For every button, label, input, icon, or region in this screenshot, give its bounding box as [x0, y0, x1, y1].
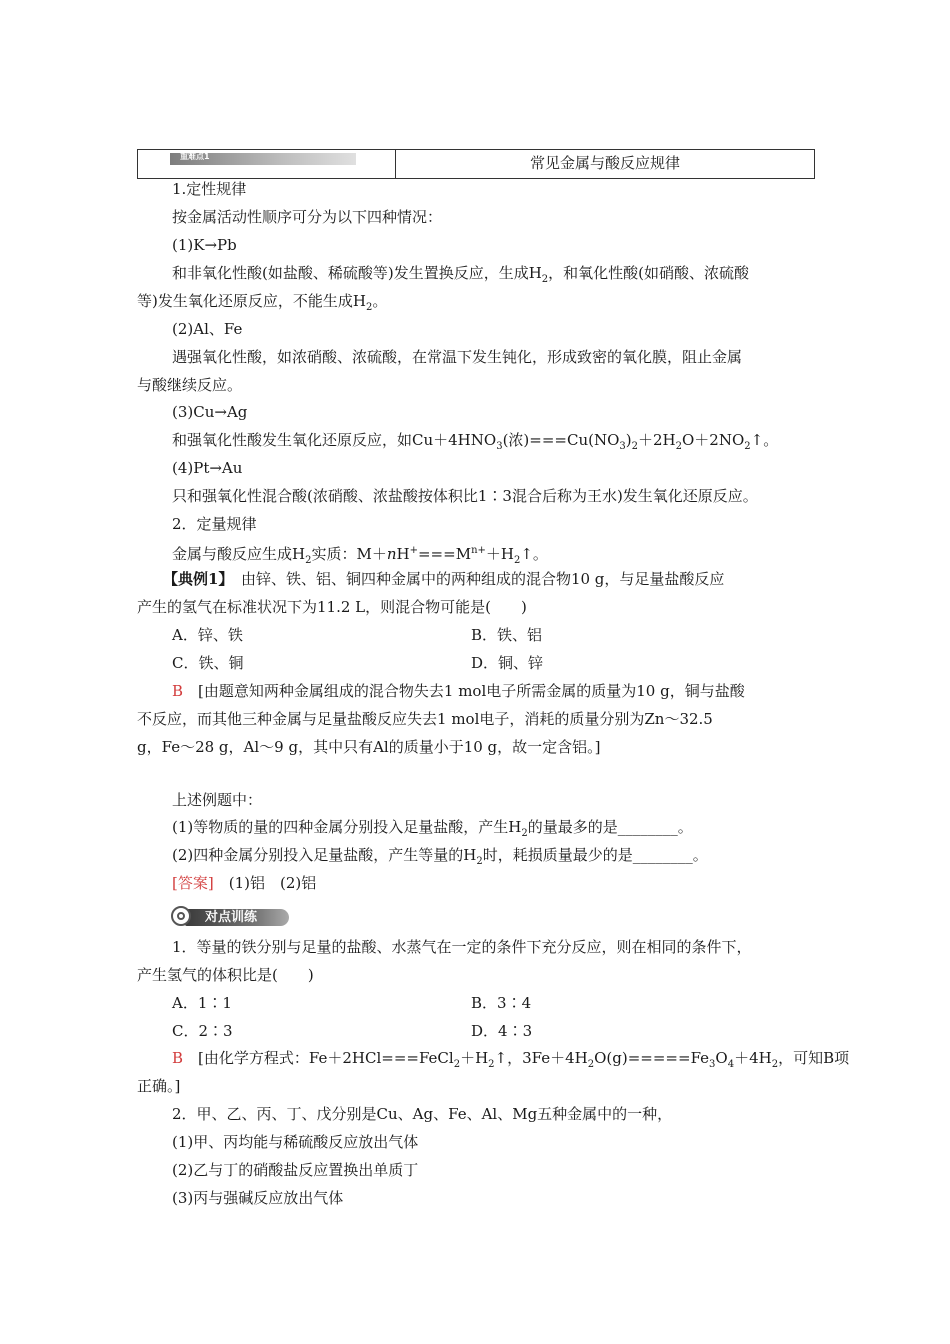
- topic-header-table: [137, 149, 815, 179]
- practice-2-condition-3: (3)丙与强碱反应放出气体: [172, 1189, 344, 1207]
- example-answer: B: [172, 682, 184, 700]
- practice-1-option-d: D．4∶3: [471, 1022, 533, 1040]
- topic-title: 常见金属与酸反应规律: [529, 154, 680, 172]
- example-option-d: D．铜、锌: [471, 654, 544, 672]
- case-1-label: (1)K→Pb: [172, 236, 237, 254]
- section-1-intro: 按金属活动性顺序可分为以下四种情况：: [172, 208, 443, 226]
- case-2-text-line2: 与酸继续反应。: [137, 376, 243, 394]
- example-option-a: A．锌、铁: [172, 626, 243, 644]
- example-question-line1: 【典例1】 由锌、铁、铝、铜四种金属中的两种组成的混合物10 g，与足量盐酸反应: [163, 570, 725, 588]
- practice-1-explanation-line1: B [由化学方程式：$Fe+2HCl===FeCl_2+H_2↑$，$3Fe+4H_2O(g)=====Fe_3O_4+4H_2$，可知B项: [172, 1049, 850, 1070]
- practice-section-tag: [171, 906, 289, 928]
- case-1-text-line1: 和非氧化性酸(如盐酸、稀硫酸等)发生置换反应，生成$H_2$，和氧化性酸(如硝酸、浓硫酸: [172, 264, 750, 285]
- example-option-b: B．铁、铝: [471, 626, 543, 644]
- case-3-text: 和强氧化性酸发生氧化还原反应，如$Cu+4HNO_3$(浓)$===Cu(NO_3)_2+2H_2O+2NO_2↑$。: [172, 431, 779, 452]
- case-2-text-line1: 遇强氧化性酸，如浓硝酸、浓硫酸，在常温下发生钝化，形成致密的氧化膜，阻止金属: [172, 348, 743, 366]
- section-2-title: 2．定量规律: [172, 515, 257, 533]
- example-explanation-line3: g，Fe～28 g，Al～9 g，其中只有Al的质量小于10 g，故一定含铝。]: [137, 738, 601, 756]
- followup-intro: 上述例题中：: [172, 791, 263, 809]
- practice-tag-label: 对点训练: [205, 910, 258, 925]
- practice-2-condition-2: (2)乙与丁的硝酸盐反应置换出单质丁: [172, 1161, 419, 1179]
- section-1-title: 1.定性规律: [172, 180, 247, 198]
- practice-1-explanation-line2: 正确。]: [137, 1077, 181, 1095]
- practice-1-answer: B: [172, 1049, 184, 1067]
- practice-2-condition-1: (1)甲、丙均能与稀硫酸反应放出气体: [172, 1133, 419, 1151]
- case-3-label: (3)Cu→Ag: [172, 403, 248, 421]
- followup-question-2: (2)四种金属分别投入足量盐酸，产生等量的$H_2$时，耗损质量最少的是________。: [172, 846, 708, 867]
- practice-1-option-a: A．1∶1: [172, 994, 232, 1012]
- followup-question-1: (1)等物质的量的四种金属分别投入足量盐酸，产生$H_2$的量最多的是________。: [172, 818, 693, 839]
- topic-badge-cell: [138, 150, 396, 178]
- practice-1-option-b: B．3∶4: [471, 994, 532, 1012]
- example-question-line2: 产生的氢气在标准状况下为11.2 L，则混合物可能是( ): [137, 598, 527, 616]
- example-explanation-line1: B [由题意知两种金属组成的混合物失去1 mol电子所需金属的质量为10 g，铜与盐酸: [172, 682, 745, 700]
- followup-answer: [答案] (1)铝 (2)铝: [172, 874, 317, 892]
- target-icon: [171, 906, 191, 926]
- case-4-text: 只和强氧化性混合酸(浓硝酸、浓盐酸按体积比1∶3混合后称为王水)发生氧化还原反应。: [172, 487, 758, 505]
- topic-badge: [170, 153, 356, 165]
- case-4-label: (4)Pt→Au: [172, 459, 243, 477]
- example-explanation-line2: 不反应，而其他三种金属与足量盐酸反应失去1 mol电子，消耗的质量分别为Zn～32.5: [137, 710, 713, 728]
- case-1-text-line2: 等)发生氧化还原反应，不能生成$H_2$。: [137, 292, 388, 313]
- example-option-c: C．铁、铜: [172, 654, 244, 672]
- practice-1-line1: 1．等量的铁分别与足量的盐酸、水蒸气在一定的条件下充分反应，则在相同的条件下，: [172, 938, 752, 956]
- practice-tag-bar: [185, 909, 289, 926]
- section-2-text: 金属与酸反应生成$H_2$实质：$M+nH^+===M^{n+}+H_2↑$。: [172, 545, 548, 566]
- topic-badge-label: 重难点1: [180, 152, 210, 161]
- answer-tag: [答案]: [172, 874, 214, 892]
- practice-1-option-c: C．2∶3: [172, 1022, 233, 1040]
- practice-1-line2: 产生氢气的体积比是( ): [137, 966, 314, 984]
- practice-2-line1: 2．甲、乙、丙、丁、戊分别是Cu、Ag、Fe、Al、Mg五种金属中的一种，: [172, 1105, 673, 1123]
- case-2-label: (2)Al、Fe: [172, 320, 243, 338]
- example-tag: 【典例1】: [163, 570, 226, 588]
